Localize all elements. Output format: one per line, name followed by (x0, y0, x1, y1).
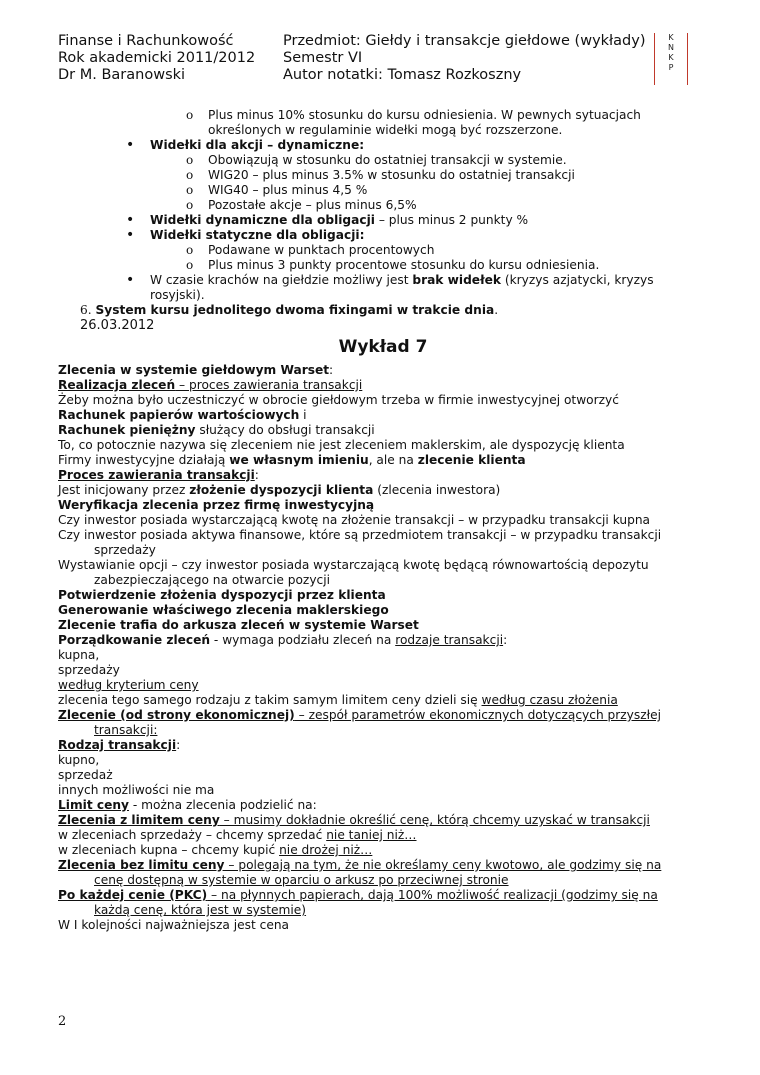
text-line: Zlecenie trafia do arkusza zleceń w systemie Warset (58, 618, 419, 632)
text-line: Zlecenie (od strony ekonomicznej) – zespół parametrów ekonomicznych dotyczących przyszłej (58, 708, 661, 722)
list-item: o Pozostałe akcje – plus minus 6,5% (58, 198, 708, 213)
knkp-logo: K N K P (654, 33, 688, 85)
text-line: według kryterium ceny (58, 678, 199, 692)
list-item: o Plus minus 10% stosunku do kursu odniesienia. W pewnych sytuacjach (58, 108, 708, 123)
text-line: kupno, (58, 753, 100, 767)
text-line: sprzedaży (58, 663, 120, 677)
text-line: innych możliwości nie ma (58, 783, 215, 797)
text-line: Realizacja zleceń – proces zawierania transakcji (58, 378, 363, 392)
text-line: Jest inicjowany przez złożenie dyspozycji klienta (zlecenia inwestora) (58, 483, 501, 497)
text-line: w zleceniach kupna – chcemy kupić nie drożej niż… (58, 843, 373, 857)
lecture-date: 26.03.2012 (80, 318, 155, 333)
text-line: Wystawianie opcji – czy inwestor posiada wystarczającą kwotę będącą równowartością depozytu (58, 558, 649, 572)
text-line: Potwierdzenie złożenia dyspozycji przez klienta (58, 588, 386, 602)
document-body (58, 108, 708, 933)
text-line: każdą cenę, która jest w systemie) (94, 903, 307, 917)
text-line: Zlecenia w systemie giełdowym Warset: (58, 363, 334, 377)
text-line: w zleceniach sprzedaży – chcemy sprzedać nie taniej niż… (58, 828, 417, 842)
page-number: 2 (58, 1014, 67, 1029)
list-item: o Podawane w punktach procentowych (58, 243, 708, 258)
text-line: Czy inwestor posiada wystarczającą kwotę na złożenie transakcji – w przypadku transakcji kupna (58, 513, 651, 527)
text-line: transakcji: (94, 723, 158, 737)
lecture-title: Wykład 7 (338, 337, 428, 357)
text-line: sprzedaż (58, 768, 113, 782)
numbered-item: 6. System kursu jednolitego dwoma fixingami w trakcie dnia. (80, 303, 499, 317)
bullet-item: • W czasie krachów na giełdzie możliwy jest brak widełek (kryzys azjatycki, kryzys (58, 273, 708, 288)
list-item-continuation: określonych w regulaminie widełki mogą być rozszerzone. (208, 123, 563, 137)
text-line: Generowanie właściwego zlecenia maklerskiego (58, 603, 389, 617)
list-item: o Plus minus 3 punkty procentowe stosunku do kursu odniesienia. (58, 258, 708, 273)
header-course: Finanse i Rachunkowość (58, 33, 234, 49)
header-subject: Przedmiot: Giełdy i transakcje giełdowe (wykłady) (283, 33, 646, 49)
text-line: sprzedaży (94, 543, 156, 557)
header-lecturer: Dr M. Baranowski (58, 67, 186, 83)
header-year: Rok akademicki 2011/2012 (58, 50, 256, 66)
text-line: kupna, (58, 648, 100, 662)
text-line: Weryfikacja zlecenia przez firmę inwestycyjną (58, 498, 375, 512)
text-line: Limit ceny - można zlecenia podzielić na: (58, 798, 317, 812)
text-line: Rachunek papierów wartościowych i (58, 408, 307, 422)
list-item: o WIG40 – plus minus 4,5 % (58, 183, 708, 198)
text-line: W I kolejności najważniejsza jest cena (58, 918, 290, 932)
text-line: To, co potocznie nazywa się zleceniem nie jest zleceniem maklerskim, ale dyspozycję klienta (58, 438, 625, 452)
text-line: Zlecenia z limitem ceny – musimy dokładnie określić cenę, którą chcemy uzyskać w transakcji (58, 813, 650, 827)
text-line: Rodzaj transakcji: (58, 738, 181, 752)
header-middle (283, 33, 646, 84)
header-semester: Semestr VI (283, 50, 363, 66)
bullet-item: • Widełki dla akcji – dynamiczne: (58, 138, 708, 153)
text-line: Zlecenia bez limitu ceny – polegają na tym, że nie określamy ceny kwotowo, ale godzimy się na (58, 858, 662, 872)
text-line: zlecenia tego samego rodzaju z takim samym limitem ceny dzieli się według czasu złożenia (58, 693, 618, 707)
text-line: zabezpieczającego na otwarcie pozycji (94, 573, 331, 587)
text-line: Czy inwestor posiada aktywa finansowe, które są przedmiotem transakcji – w przypadku transakcji (58, 528, 662, 542)
text-line: Firmy inwestycyjne działają we własnym imieniu, ale na zlecenie klienta (58, 453, 526, 467)
header-author: Autor notatki: Tomasz Rozkoszny (283, 67, 522, 83)
bullet-item: • Widełki statyczne dla obligacji: (58, 228, 708, 243)
text-line: Żeby można było uczestniczyć w obrocie giełdowym trzeba w firmie inwestycyjnej otworzyć (58, 393, 619, 407)
text-line: Rachunek pieniężny służący do obsługi transakcji (58, 423, 375, 437)
list-item: o WIG20 – plus minus 3.5% w stosunku do ostatniej transakcji (58, 168, 708, 183)
text-line: Proces zawierania transakcji: (58, 468, 259, 482)
bullet-item: • Widełki dynamiczne dla obligacji – plus minus 2 punkty % (58, 213, 708, 228)
header-left (58, 33, 255, 84)
text-line: Po każdej cenie (PKC) – na płynnych papierach, dają 100% możliwość realizacji (godzimy się na (58, 888, 658, 902)
list-item: o Obowiązują w stosunku do ostatniej transakcji w systemie. (58, 153, 708, 168)
text-line: cenę dostępną w systemie w oparciu o arkusz po przeciwnej stronie (94, 873, 509, 887)
bullet-continuation: rosyjski). (150, 288, 205, 302)
text-line: Porządkowanie zleceń - wymaga podziału zleceń na rodzaje transakcji: (58, 633, 508, 647)
